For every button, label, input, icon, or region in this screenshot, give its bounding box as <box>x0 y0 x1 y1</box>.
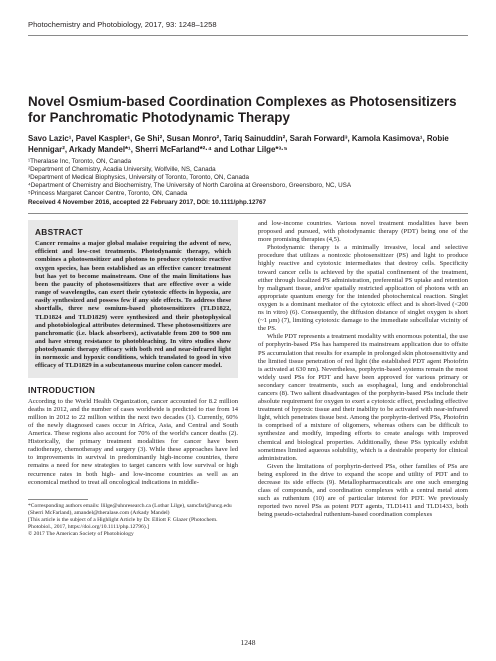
footnote-line: [This article is the subject of a Highlight Article by Dr. Elliott F. Glazer (Photochem. Photobiol., 2017, https://doi.org/10.1111/php.12796).] <box>28 516 218 530</box>
affiliation-item: ¹Theralase Inc, Toronto, ON, Canada <box>28 158 132 165</box>
introduction-heading: INTRODUCTION <box>28 384 96 395</box>
affiliation-item: ³Department of Medical Biophysics, University of Toronto, Toronto, ON, Canada <box>28 174 249 181</box>
received-line: Received 4 November 2016, accepted 22 February 2017, DOI: 10.1111/php.12767 <box>28 199 267 206</box>
page-number: 1248 <box>240 638 256 647</box>
abstract-text: Cancer remains a major global malaise requiring the advent of new, efficient and low-cost treatments. Photodynamic therapy, which combines a photosensitizer and photons to produce cytotoxic reactive oxygen species, has been established as an effective cancer treatment but has yet to become mainstream. One of the main limitations has been the paucity of photosensitizers that are effective over a wide range of wavelengths, can exert their cytotoxic effects in hypoxia, are easily synthesized and possess few if any side effects. To address these shortfalls, three new osmium-based photosensitizers (TLD1822, TLD1824 and TLD1829) were synthesized and their photophysical and photobiological attributes determined. These photosensitizers are panchromatic (i.e. black absorbers), activatable from 200 to 900 nm and have strong resistance to photobleaching. In vitro studies show photodynamic therapy efficacy with both red and near-infrared light in normoxic and hypoxic conditions, which translated to good in vivo efficacy of TLD1829 in a subcutaneous murine colon cancer model. <box>35 240 231 370</box>
received-divider <box>28 213 468 214</box>
right-column <box>258 220 468 538</box>
affiliation-item: ²Department of Chemistry, Acadia University, Wolfville, NS, Canada <box>28 166 216 173</box>
affiliation-item: ⁴Department of Chemistry and Biochemistry, The University of North Carolina at Greensboro, Greensboro, NC, USA <box>28 182 352 189</box>
header-divider <box>28 35 468 36</box>
introduction-paragraph: According to the World Health Organization, cancer accounted for 8.2 million deaths in 2012, and the number of cases worldwide is predicted to rise from 14 million in 2012 to 22 million within the next two decades (1). Currently, 60% of the newly diagnosed cases occur in Africa, Asia, and Central and South America. These regions also account for 70% of the world's cancer deaths (2). Historically, the primary treatment modalities for cancer have been radiotherapy, chemotherapy and surgery (3). While these approaches have led to improvements in survival in predominantly high-income countries, there remains a need for new strategies to target cancers with low survival or high recurrence rates in both high- and low-income countries as well as an economical method to treat all oncological indications in middle- <box>28 397 238 486</box>
abstract-box <box>28 220 238 378</box>
affiliation-list <box>28 158 468 198</box>
footnote-line: *Corresponding authors emails: llilge@uhnresearch.ca (Lothar Lilge), samcfarl@uncg.edu (Sherri McFarland), amandel@theralase.com (Arkady Mandel) <box>28 502 232 516</box>
body-paragraph: Photodynamic therapy is a minimally invasive, local and selective procedure that utilizes a nontoxic photosensitizer (PS) and light to produce highly reactive and cytotoxic intermediates that destroy cells. Specificity toward cancer cells is achieved by the spatial confinement of the treatment, either through localized PS administration, preferential PS uptake and retention by malignant tissue, and/or spatially restricted application of photons with an appropriate quantum energy for the intended photochemical reaction. Singlet oxygen is a dominant mediator of the cytotoxic effect and is short-lived (<200 ns in vitro) (6). Consequently, the diffusion distance of singlet oxygen is short (~1 μm) (7), limiting cytotoxic damage to the immediate subcellular vicinity of the PS. <box>258 244 468 333</box>
journal-citation: Photochemistry and Photobiology, 2017, 93: 1248–1258 <box>28 20 217 29</box>
body-paragraph: and low-income countries. Various novel treatment modalities have been proposed and pursued, with photodynamic therapy (PDT) being one of the more promising therapies (4,5). <box>258 220 468 244</box>
left-column <box>28 220 238 538</box>
author-list: Savo Lazic¹, Pavel Kaspler¹, Ge Shi², Susan Monro², Tariq Sainuddin², Sarah Forward³, Kamola Kasimova¹, Robie Hennigar², Arkady Mandel*¹, Sherri McFarland*²·⁴ and Lothar Lilge*³·⁵ <box>28 134 449 154</box>
body-paragraph: While PDT represents a treatment modality with enormous potential, the use of porphyrin-based PSs has hampered its mainstream application due to offsite PS accumulation that results for example in prolonged skin photosensitivity and the limited tissue penetration of red light (the established PDT agent Photofrin is activated at 630 nm). Nevertheless, porphyrin-based systems remain the most widely used PSs for PDT and have been approved for various primary or secondary cancer treatments, such as esophageal, lung and endobronchial cancers (8). Two salient disadvantages of the porphyrin-based PSs include their absolute requirement for oxygen to exert a cytotoxic effect, precluding effective treatment of hypoxic tissue and their inability to be activated with near-infrared light, which penetrates tissue best. Among the porphyrin-derived PSs, Photofrin is comprised of a mixture of oligomers, whereas others can be difficult to synthesize and modify, impeding efforts to create analogs with improved chemical and biological properties. Additionally, these PSs typically exhibit sometimes limited aqueous solubility, which is a desirable property for clinical administration. <box>258 333 468 462</box>
body-paragraph: Given the limitations of porphyrin-derived PSs, other families of PSs are being explored in the drive to expand the scope and utility of PDT and to decrease its side effects (9). Metallopharmaceuticals are one such emerging class of compounds, and coordination complexes with a central metal atom such as ruthenium (10) are of particular interest for PDT. We previously reported two novel PSs as potent PDT agents, TLD1411 and TLD1433, both being pseudo-octahedral ruthenium-based coordination complexes <box>258 462 468 519</box>
affiliation-item: ⁵Princess Margaret Cancer Centre, Toronto, ON, Canada <box>28 190 188 197</box>
footnote-line: © 2017 The American Society of Photobiology <box>28 530 134 537</box>
footnote <box>28 503 238 538</box>
abstract-heading: ABSTRACT <box>35 227 84 237</box>
article-title: Novel Osmium-based Coordination Complexes as Photosensitizers for Panchromatic Photodynamic Therapy <box>28 94 457 125</box>
two-column-body <box>28 220 468 538</box>
footnote-divider <box>28 499 88 500</box>
